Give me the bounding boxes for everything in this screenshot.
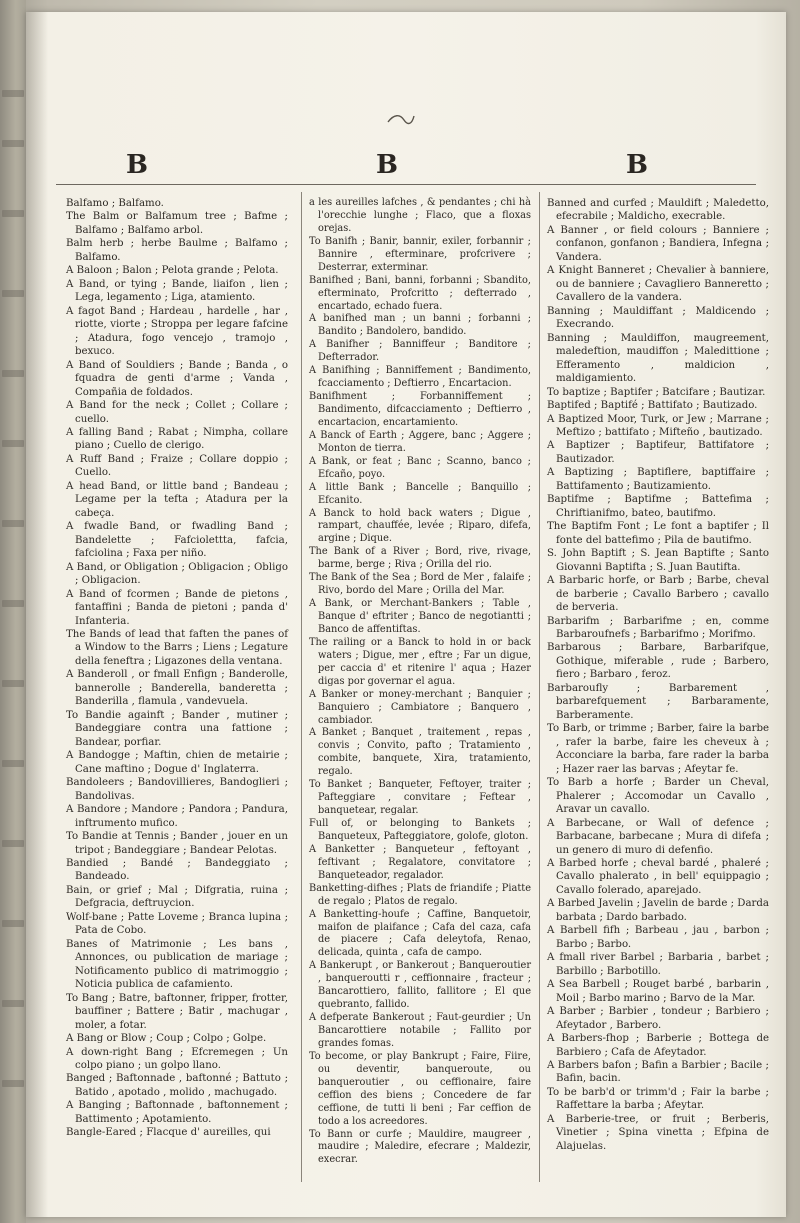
dictionary-entry: A Baptizer ; Baptifeur, Battifatore ; Bautizador. xyxy=(547,440,769,465)
dictionary-entry: Banifhment ; Forbanniffement ; Bandimento, difcacciamento ; Deftierro , encartacion, encartamiento. xyxy=(309,391,531,428)
dictionary-entry: The Bank of a River ; Bord, rive, rivage, barme, berge ; Riva ; Orilla del rio. xyxy=(309,546,531,571)
dictionary-entry: a les aureilles lafches , & pendantes ; chi hà l'orecchie lunghe ; Flaco, que a floxas orejas. xyxy=(309,197,531,234)
dictionary-entry: To be barb'd or trimm'd ; Fair la barbe ; Raffettare la barba ; Afeytar. xyxy=(547,1086,769,1112)
dictionary-entry: Balfamo ; Balfamo. xyxy=(66,198,164,209)
dictionary-entry: A Bang or Blow ; Coup ; Colpo ; Golpe. xyxy=(66,1033,267,1045)
dictionary-entry: A Band for the neck ; Collet ; Collare ; cuello. xyxy=(66,400,288,425)
dictionary-entry: A head Band, or little band ; Bandeau ; Legame per la tefta ; Atadura per la cabeça. xyxy=(66,480,288,519)
dictionary-entry: The Bank of the Sea ; Bord de Mer , falaife ; Rivo, bordo del Mare ; Orilla del Mar. xyxy=(309,572,531,597)
dictionary-entry: A Band of fcormen ; Bande de pietons , fantaffini ; Banda de pietoni ; panda d' Infanteria. xyxy=(66,588,288,627)
dictionary-entry: A Ruff Band ; Fraize ; Collare doppio ; Cuello. xyxy=(66,453,288,479)
dictionary-page xyxy=(26,12,786,1217)
dictionary-entry: Bain, or grief ; Mal ; Difgratia, ruina ; Defgracia, deftruycion. xyxy=(66,884,288,910)
dictionary-entry: A Barbell fifh ; Barbeau , jau , barbon ; Barbo ; Barbo. xyxy=(547,925,769,950)
dictionary-entry: To Bandie at Tennis ; Bander , jouer en un tripot ; Bandeggiare ; Bandear Pelotas. xyxy=(66,831,288,856)
dictionary-entry: A Band of Souldiers ; Bande ; Banda , o fquadra de genti d'arme ; Vanda , Compañia de foldados. xyxy=(66,359,288,398)
dictionary-entry: A down-right Bang ; Efcremegen ; Un colpo piano ; un golpo llano. xyxy=(66,1046,288,1071)
dictionary-entry: A Baptizing ; Baptiflere, baptiffaire ; Battifamento ; Bautizamiento. xyxy=(547,467,769,492)
dictionary-entry: A fmall river Barbel ; Barbaria , barbet ; Barbillo ; Barbotillo. xyxy=(547,952,769,977)
dictionary-entry: Barbarifm ; Barbarifme ; en, comme Barbaroufnefs ; Barbarifmo ; Morifmo. xyxy=(547,615,769,640)
dictionary-entry: A Bank, or feat ; Banc ; Scanno, banco ; Efcaño, poyo. xyxy=(309,455,531,480)
dictionary-entry: Banifhed ; Bani, banni, forbanni ; Sbandito, efterminato, Profcritto ; defterrado , encartado, echado fuera. xyxy=(309,274,531,312)
dictionary-entry: A Barbers bafon ; Bafin a Barbier ; Bacile ; Bafin, bacin. xyxy=(547,1060,769,1085)
dictionary-entry: Full of, or belonging to Bankets ; Banqueteux, Pafteggiatore, golofe, gloton. xyxy=(309,818,531,842)
dictionary-entry: The Bands of lead that faften the panes of a Window to the Barrs ; Liens ; Legature della feneftra ; Ligazones della ventana. xyxy=(66,629,288,667)
dictionary-entry: A Banker or money-merchant ; Banquier ; Banquiero ; Cambiatore ; Banquero , cambiador. xyxy=(309,688,531,726)
dictionary-entry: Barbarous ; Barbare, Barbarifque, Gothique, miferable , rude ; Barbero, fiero ; Barbaro , feroz. xyxy=(547,642,769,681)
dictionary-entry: A Banderoll , or fmall Enfign ; Banderolle, bannerolle ; Banderella, banderetta ; Banderilla , flamula , vandevuela. xyxy=(66,669,288,708)
header-rule xyxy=(56,184,756,185)
dictionary-entry: S. John Baptift ; S. Jean Baptifte ; Santo Giovanni Baptifta ; S. Juan Bautifta. xyxy=(547,548,769,573)
dictionary-entry: A defperate Bankerout ; Faut-geurdier ; Un Bancarottiere notabile ; Fallito por grandes fomas. xyxy=(309,1012,531,1049)
dictionary-entry: Bandied ; Bandé ; Bandeggiato ; Bandeado. xyxy=(66,857,288,883)
dictionary-entry: A Baloon ; Balon ; Pelota grande ; Pelota. xyxy=(66,265,279,277)
dictionary-entry: To Banifh ; Banir, bannir, exiler, forbannir ; Bannire , efterminare, profcrivere ; Desterrar, exterminar. xyxy=(309,235,531,273)
dictionary-entry: A Bank, or Merchant-Bankers ; Table , Banque d' eftriter ; Banco de negotiantti ; Banco de affentiftas. xyxy=(309,598,531,635)
dictionary-entry: A falling Band ; Rabat ; Nimpha, collare piano ; Cuello de clerigo. xyxy=(66,426,288,452)
dictionary-entry: A Barbers-fhop ; Barberie ; Bottega de Barbiero ; Cafa de Afeytador. xyxy=(547,1033,769,1058)
dictionary-entry: To become, or play Bankrupt ; Faire, Fiire, ou deventir, banqueroute, ou banqueroutier , ou ceffionaire, faire ceffion des biens ; Concedere de far ceffione, de tutti li beni ; Far ceffion de todo a los acreedores. xyxy=(309,1050,531,1127)
dictionary-entry: Wolf-bane ; Patte Loveme ; Branca lupina ; Pata de Cobo. xyxy=(66,911,288,937)
dictionary-entry: To Bang ; Batre, baftonner, fripper, frotter, bauffiner ; Battere ; Batir , machugar , moler, a fotar. xyxy=(66,992,288,1031)
column-divider xyxy=(539,192,540,1182)
ink-mark-icon xyxy=(386,112,416,126)
dictionary-entry: A Bandore ; Mandore ; Pandora ; Pandura, inftrumento mufico. xyxy=(66,804,288,829)
dictionary-entry: A Band, or Obligation ; Obligacion ; Obligo ; Obligacion. xyxy=(66,561,288,587)
dictionary-entry: A Barbed horfe ; cheval bardé , phaleré ; Cavallo phalerato , in bell' equippagio ; Cavallo folerado, aparejado. xyxy=(547,857,769,896)
dictionary-entry: A Barbecane, or Wall of defence ; Barbacane, barbecane ; Mura di difefa ; un genero di muro di defenfio. xyxy=(547,817,769,856)
running-head-right: B xyxy=(626,150,648,180)
dictionary-entry: A Bandogge ; Maftin, chien de metairie ; Cane maftino ; Dogue d' Inglaterra. xyxy=(66,750,288,775)
dictionary-entry: Barbaroufly ; Barbarement , barbarefquement ; Barbaramente, Barberamente. xyxy=(547,682,769,721)
column-right xyxy=(547,197,769,1153)
spine-shadow xyxy=(26,12,48,1217)
dictionary-entry: A Banket ; Banquet , traitement , repas , convis ; Convito, pafto ; Tratamiento , combite, banquete, Xira, tratamiento, regalo. xyxy=(309,727,531,778)
dictionary-entry: A fagot Band ; Hardeau , hardelle , har , riotte, viorte ; Stroppa per legare fafcine ; Atadura, fogo vencejo , tramojo , bexuco. xyxy=(66,305,288,358)
dictionary-entry: A Banifhing ; Banniffement ; Bandimento, fcacciamento ; Deftierro , Encartacion. xyxy=(309,365,531,390)
dictionary-entry: A Barbaric horfe, or Barb ; Barbe, cheval de barberie ; Cavallo Barbero ; cavallo de berveria. xyxy=(547,575,769,614)
column-divider xyxy=(301,192,302,1182)
dictionary-entry: Baptifme ; Baptifme ; Battefima ; Chriftianifmo, bateo, bautifmo. xyxy=(547,494,769,519)
dictionary-entry: A little Bank ; Bancelle ; Banquillo ; Efcanito. xyxy=(309,481,531,506)
running-head-left: B xyxy=(126,150,148,180)
dictionary-entry: Bangle-Eared ; Flacque d' aureilles, qui xyxy=(66,1127,271,1139)
dictionary-entry: A Band, or tying ; Bande, liaifon , lien ; Lega, legamento ; Liga, atamiento. xyxy=(66,278,288,304)
column-left xyxy=(66,197,288,1140)
dictionary-entry: Bandoleers ; Bandovillieres, Bandoglieri ; Bandolivas. xyxy=(66,777,288,802)
dictionary-entry: To Bandie againft ; Bander , mutiner ; Bandeggiare contra una fattione ; Bandear, porfiar. xyxy=(66,709,288,748)
dictionary-entry: A Banketter ; Banqueteur , feftoyant , feftivant ; Regalatore, convitatore ; Banqueteador, regalador. xyxy=(309,843,531,881)
column-middle xyxy=(309,197,531,1167)
dictionary-entry: The Baptifm Font ; Le font a baptifer ; Il fonte del battefimo ; Pila de bautifmo. xyxy=(547,521,769,546)
dictionary-entry: A Barberie-tree, or fruit ; Berberis, Vinetier ; Spina vinetta ; Efpina de Alajuelas. xyxy=(547,1113,769,1152)
dictionary-entry: A Banner , or field colours ; Banniere ; confanon, gonfanon ; Bandiera, Infegna ; Vandera. xyxy=(547,224,769,263)
dictionary-entry: Banged ; Baftonnade , baftonné ; Battuto ; Batido , apotado , molido , machugado. xyxy=(66,1073,288,1098)
dictionary-entry: Banning ; Mauldiffant ; Maldicendo ; Execrando. xyxy=(547,305,769,331)
dictionary-entry: Banketting-difhes ; Plats de friandife ; Piatte de regalo ; Platos de regalo. xyxy=(309,882,531,907)
running-head xyxy=(26,150,786,184)
dictionary-entry: A Barber ; Barbier , tondeur ; Barbiero ; Afeytador , Barbero. xyxy=(547,1006,769,1031)
dictionary-entry: A Banketting-houfe ; Caffine, Banquetoir, maifon de plaifance ; Cafa del caza, cafa de piacere ; Cafa deleytofa, Renao, delicada, quinta , cafa de campo. xyxy=(309,908,531,959)
dictionary-entry: A Banck of Earth ; Aggere, banc ; Aggere ; Monton de tierra. xyxy=(309,429,531,454)
dictionary-entry: A Barbed Javelin ; Javelin de barde ; Darda barbata ; Dardo barbado. xyxy=(547,898,769,923)
dictionary-entry: A Bankerupt , or Bankerout ; Banqueroutier , banqueroutti r , ceffionnaire , fracteur ; Bancarottiero, fallito, fallitore ; El que quebranto, fallido. xyxy=(309,960,531,1011)
previous-page-edge xyxy=(0,0,26,1223)
dictionary-entry: A Banging ; Baftonnade , baftonnement ; Battimento ; Apotamiento. xyxy=(66,1100,288,1125)
dictionary-entry: A Banifher ; Banniffeur ; Banditore ; Defterrador. xyxy=(309,339,531,364)
dictionary-entry: A banifhed man ; un banni ; forbanni ; Bandito ; Bandolero, bandido. xyxy=(309,313,531,338)
dictionary-entry: Banning ; Mauldiffon, maugreement, maledeftion, maudiffon ; Maledittione ; Efferamento , maldicion , maldigamiento. xyxy=(547,332,769,385)
dictionary-entry: Baptifed ; Baptifé ; Battifato ; Bautizado. xyxy=(547,400,758,412)
dictionary-entry: A Knight Banneret ; Chevalier à banniere, ou de banniere ; Cavagliero Banneretto ; Cavallero de la vandera. xyxy=(547,265,769,304)
dictionary-entry: A Baptized Moor, Turk, or Jew ; Marrane ; Meftizo ; battifato ; Mifteño , bautizado. xyxy=(547,413,769,438)
dictionary-entry: The railing or a Banck to hold in or back waters ; Digue, mer , eftre ; Far un digue, per caccia d' et ritenire l' aqua ; Hazer digas por governar el agua. xyxy=(309,636,531,687)
dictionary-entry: The Balm or Balfamum tree ; Bafme ; Balfamo ; Balfamo arbol. xyxy=(66,211,288,236)
dictionary-entry: Banes of Matrimonie ; Les bans , Annonces, ou publication de mariage ; Notificamento publico di matrimoggio ; Noticia publica de cafamiento. xyxy=(66,938,288,991)
dictionary-entry: To Bann or curfe ; Mauldire, maugreer , maudire ; Maledire, efecrare ; Maldezir, execrar. xyxy=(309,1128,531,1166)
dictionary-entry: To baptize ; Baptifer ; Batcifare ; Bautizar. xyxy=(547,386,766,398)
dictionary-entry: To Banket ; Banqueter, Feftoyer, traiter ; Pafteggiare , convitare ; Feftear , banquetear, regalar. xyxy=(309,779,531,817)
dictionary-entry: A fwadle Band, or fwadling Band ; Bandelette ; Fafciolettta, fafcia, fafciolina ; Faxa per niño. xyxy=(66,521,288,560)
dictionary-entry: A Banck to hold back waters ; Digue , rampart, chauffée, levée ; Riparo, difefa, argine ; Dique. xyxy=(309,507,531,545)
running-head-center: B xyxy=(376,150,398,180)
dictionary-entry: To Barb a horfe ; Barder un Cheval, Phalerer ; Accomodar un Cavallo , Aravar un cavallo. xyxy=(547,777,769,816)
dictionary-entry: A Sea Barbell ; Rouget barbé , barbarin , Moil ; Barbo marino ; Barvo de la Mar. xyxy=(547,979,769,1004)
dictionary-entry: To Barb, or trimme ; Barber, faire la barbe , rafer la barbe, faire les cheveux à ; Acconciare la barba, fare rader la barba ; Hazer raer las barvas ; Afeytar fe. xyxy=(547,723,769,775)
dictionary-entry: Balm herb ; herbe Baulme ; Balfamo ; Balfamo. xyxy=(66,238,288,263)
dictionary-entry: Banned and curfed ; Mauldift ; Maledetto, efecrabile ; Maldicho, execrable. xyxy=(547,198,769,223)
